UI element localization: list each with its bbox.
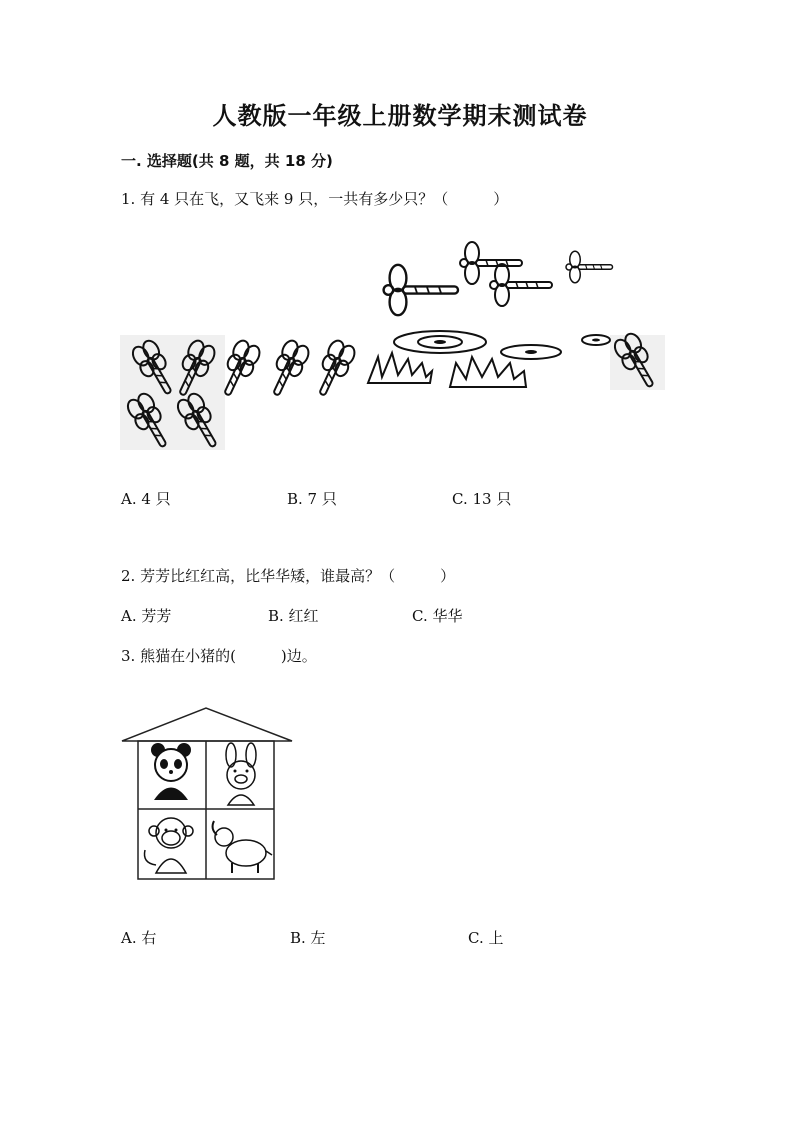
question-1-option-c[interactable]: C. 13 只 bbox=[452, 490, 512, 508]
question-2-stem: 2. 芳芳比红红高，比华华矮，谁最高？（ ） bbox=[121, 567, 456, 585]
monkey-icon bbox=[144, 818, 193, 873]
question-3-stem: 3. 熊猫在小猪的( )边。 bbox=[121, 647, 317, 665]
pig-icon bbox=[226, 743, 256, 805]
dragonfly-icon bbox=[490, 264, 552, 306]
panda-icon bbox=[151, 743, 191, 800]
dragonfly-icon bbox=[566, 251, 613, 283]
question-1-stem: 1. 有 4 只在飞，又飞来 9 只，一共有多少只？（ ） bbox=[121, 190, 509, 208]
question-2-option-b[interactable]: B. 红红 bbox=[268, 607, 319, 625]
question-3-house-figure bbox=[120, 705, 295, 885]
lily-pad-icon bbox=[501, 345, 561, 359]
question-3-option-b[interactable]: B. 左 bbox=[290, 929, 326, 947]
lily-pad-icon bbox=[394, 331, 486, 353]
dragonfly-icon bbox=[460, 242, 522, 284]
question-1-option-b[interactable]: B. 7 只 bbox=[287, 490, 337, 508]
question-2-option-c[interactable]: C. 华华 bbox=[412, 607, 463, 625]
elephant-icon bbox=[213, 821, 272, 873]
question-2-option-a[interactable]: A. 芳芳 bbox=[121, 607, 172, 625]
dragonfly-icon bbox=[264, 338, 311, 400]
grass-icon bbox=[450, 357, 526, 387]
question-3-option-a[interactable]: A. 右 bbox=[121, 929, 157, 947]
dragonfly-icon bbox=[384, 265, 458, 315]
page-title: 人教版一年级上册数学期末测试卷 bbox=[212, 101, 588, 130]
question-3-option-c[interactable]: C. 上 bbox=[468, 929, 504, 947]
section-heading: 一. 选择题(共 8 题，共 18 分) bbox=[121, 152, 333, 170]
question-1-figure bbox=[120, 235, 665, 450]
dragonfly-icon bbox=[310, 338, 357, 400]
question-1-option-a[interactable]: A. 4 只 bbox=[121, 490, 171, 508]
lily-pad-icon bbox=[582, 335, 610, 345]
grass-icon bbox=[368, 353, 432, 383]
